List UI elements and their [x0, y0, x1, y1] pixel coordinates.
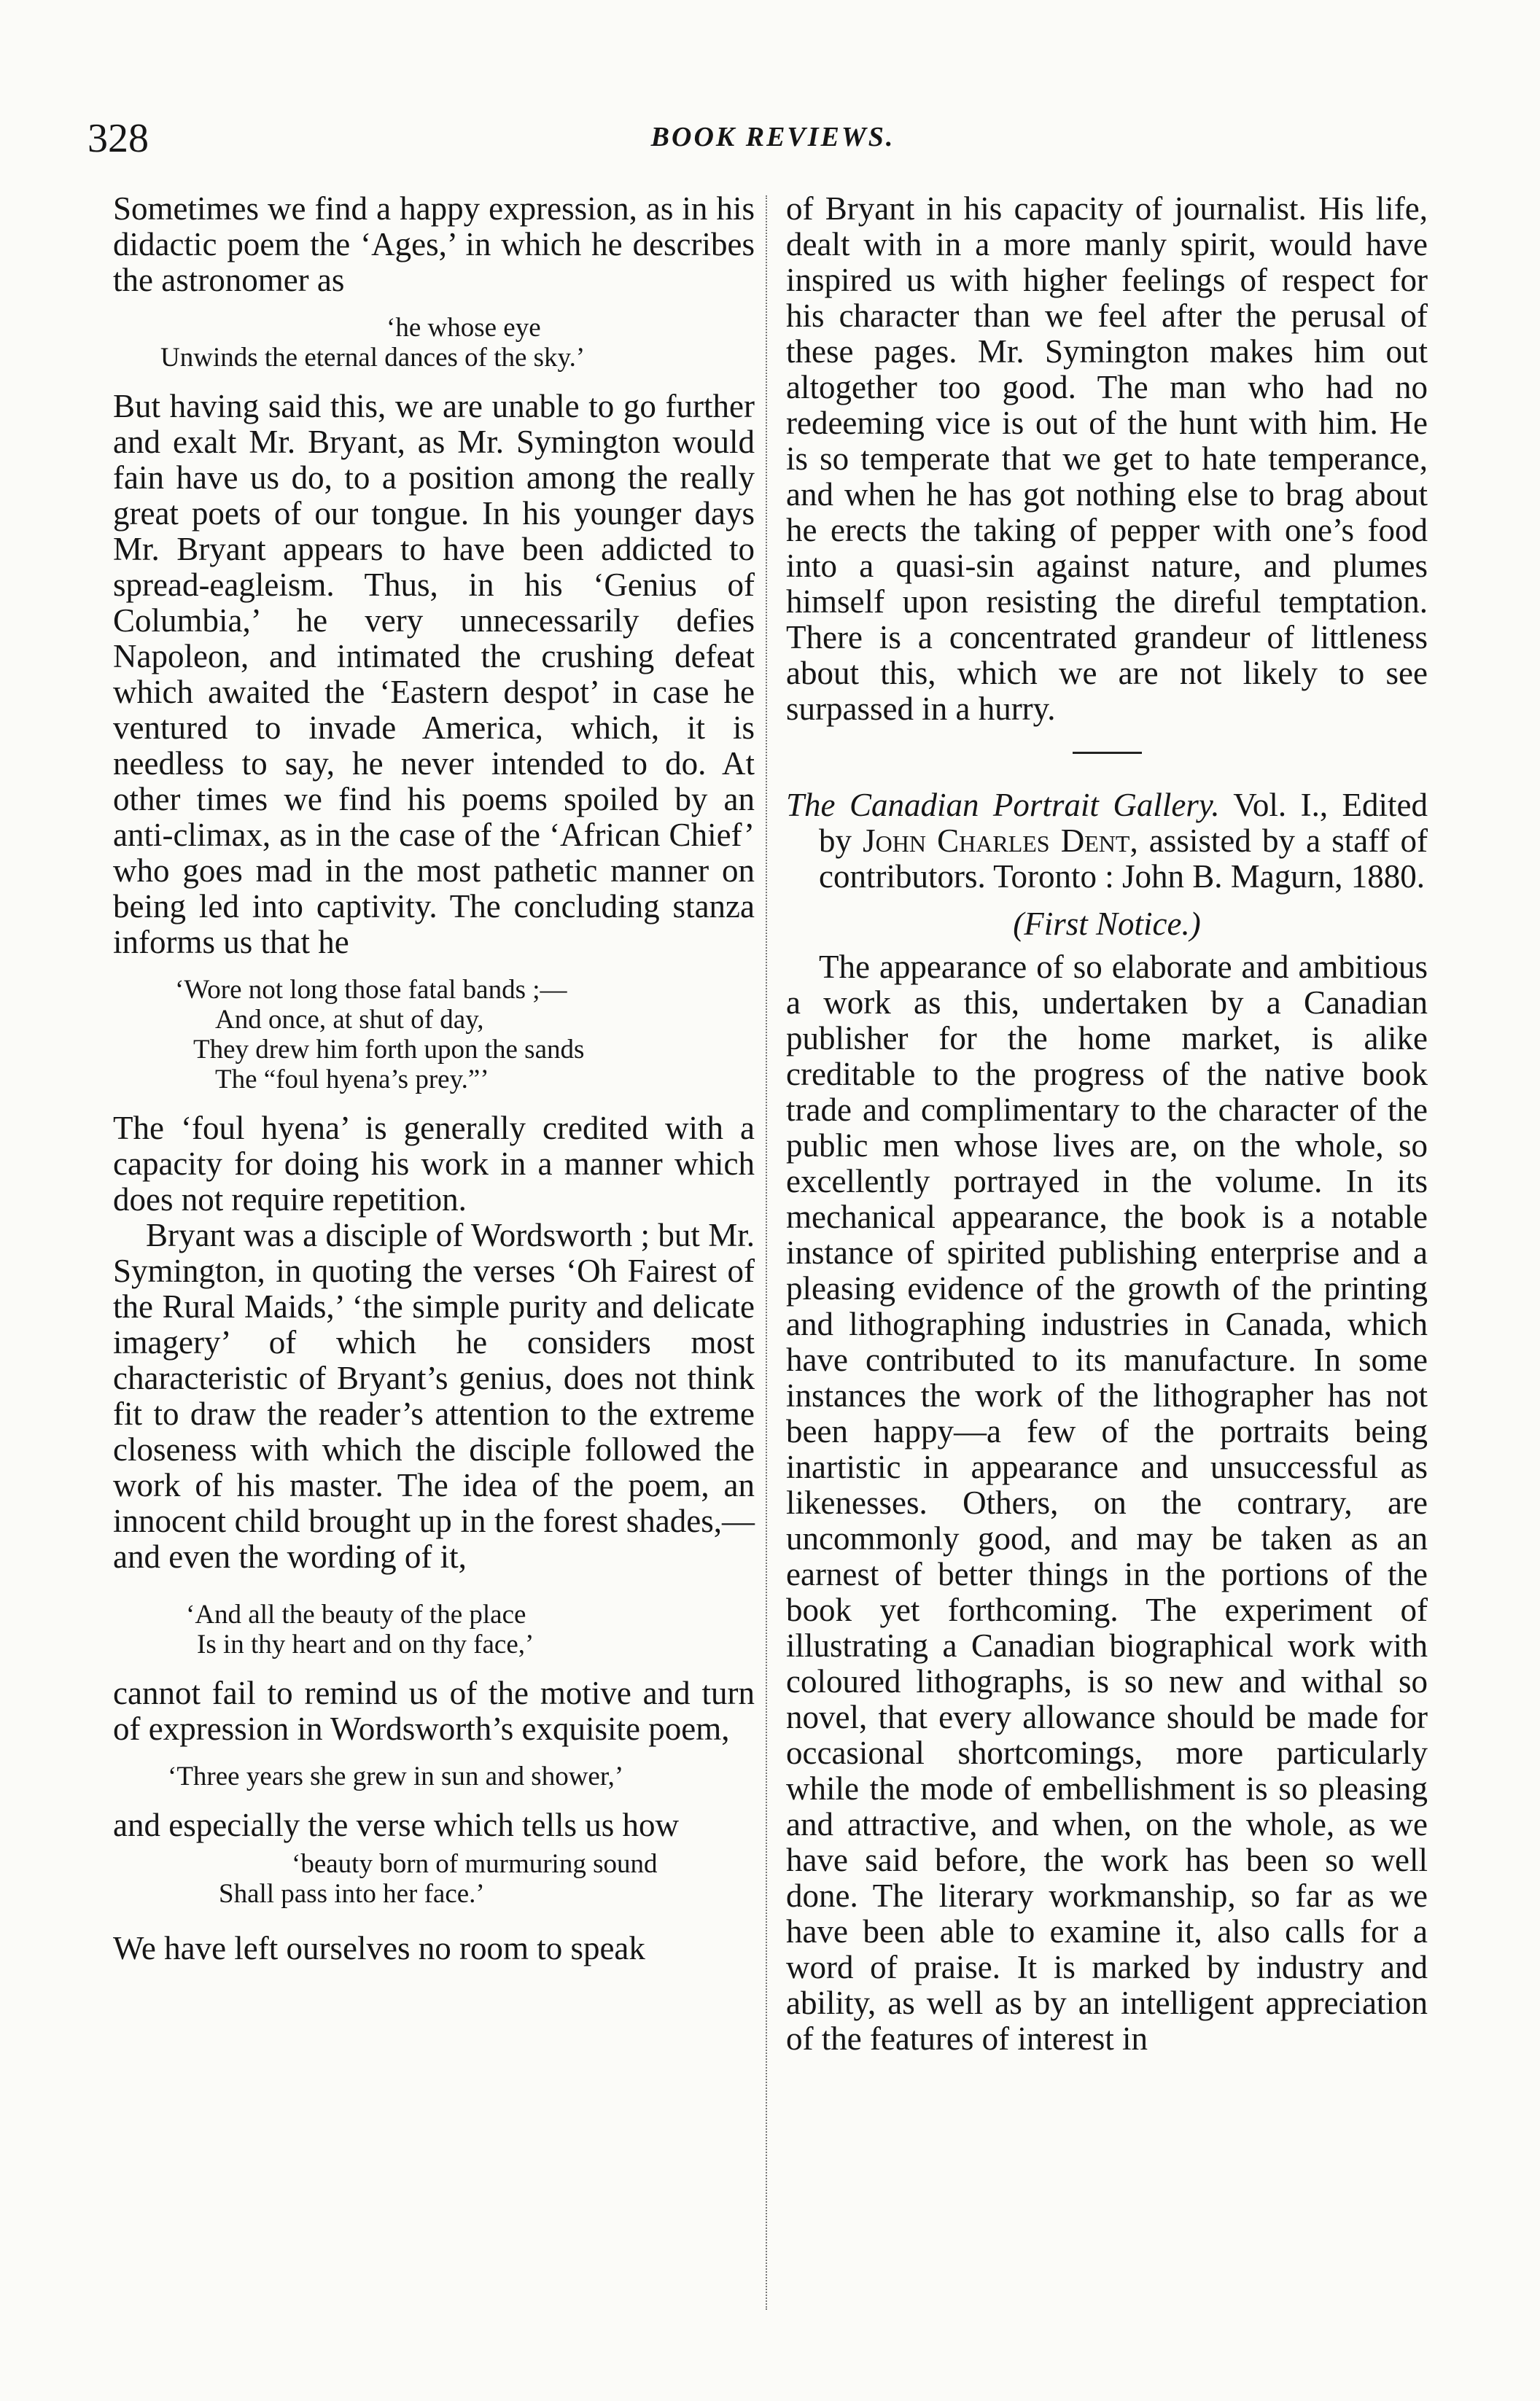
paragraph: Sometimes we find a happy expression, as in his didactic poem the ‘Ages,’ in which he describes the astronomer as [113, 190, 755, 298]
verse-line: The “foul hyena’s prey.”’ [215, 1065, 489, 1094]
paragraph: Bryant was a disciple of Wordsworth ; but Mr. Symington, in quoting the verses ‘Oh Fairest of the Rural Maids,’ ‘the simple purity and delicate imagery’ of which he considers most characteristic of Bryant’s genius, does not think fit to draw the reader’s attention to the extreme closeness with which the disciple followed the work of his master. The idea of the poem, an innocent child brought up in the forest shades,—and even the wording of it, [113, 1217, 755, 1575]
book-title: The Canadian Portrait Gallery. [786, 787, 1220, 823]
running-title: BOOK REVIEWS. [650, 122, 895, 152]
paragraph: cannot fail to remind us of the motive and turn of expression in Wordsworth’s exquisite poem, [113, 1675, 755, 1747]
verse-line: Unwinds the eternal dances of the sky.’ [160, 343, 586, 373]
section-divider [1073, 752, 1142, 754]
verse-line: ‘he whose eye [386, 313, 541, 343]
verse-line: ‘beauty born of murmuring sound [292, 1849, 658, 1879]
page-header [88, 115, 1458, 181]
paragraph: and especially the verse which tells us how [113, 1807, 680, 1843]
paragraph: But having said this, we are unable to go further and exalt Mr. Bryant, as Mr. Symington would fain have us do, to a position among the really great poets of our tongue. In his younger days Mr. Bryant appears to have been addicted to spread-eagleism. Thus, in his ‘Genius of Columbia,’ he very unnecessarily defies Napoleon, and intimated the crushing defeat which awaited the ‘Eastern despot’ in case he ventured to invade America, which, it is needless to say, he never intended to do. At other times we find his poems spoiled by an anti-climax, as in the case of the ‘African Chief’ who goes mad in the most pathetic manner on being led into captivity. The concluding stanza informs us that he [113, 388, 755, 960]
verse-line: They drew him forth upon the sands [193, 1035, 585, 1065]
verse-quote [113, 1762, 755, 1791]
verse-quote [113, 1849, 755, 1909]
paragraph: The ‘foul hyena’ is generally credited with a capacity for doing his work in a manner which does not require repetition. [113, 1110, 755, 1218]
verse-line: ‘And all the beauty of the place [186, 1600, 526, 1630]
book-editor: John Charles Dent [863, 822, 1130, 859]
notice-heading: (First Notice.) [1013, 906, 1201, 942]
paragraph: of Bryant in his capacity of journalist. His life, dealt with in a more manly spirit, would have inspired us with higher feelings of respect for his character than we feel after the perusal of these pages. Mr. Symington makes him out altogether too good. The man who had no redeeming vice is out of the hunt with him. He is so temperate that we get to hate temperance, and when he has got nothing else to brag about he erects the taking of pepper with one’s food into a quasi-sin against nature, and plumes himself upon resisting the direful temptation. There is a concentrated grandeur of littleness about this, which we are not likely to see surpassed in a hurry. [786, 190, 1428, 727]
paragraph: We have left ourselves no room to speak [113, 1930, 645, 1966]
verse-line: And once, at shut of day, [215, 1005, 484, 1035]
verse-quote [113, 975, 755, 1094]
verse-line: ‘Three years she grew in sun and shower,’ [168, 1762, 624, 1791]
right-column [786, 191, 1428, 2057]
verse-line: ‘Wore not long those fatal bands ;— [175, 975, 567, 1005]
page-number: 328 [88, 116, 149, 161]
verse-line: Is in thy heart and on thy face,’ [197, 1630, 534, 1659]
left-column [113, 191, 755, 1966]
paragraph: The appearance of so elaborate and ambitious a work as this, undertaken by a Canadian publisher for the home market, is alike creditable to the progress of the native book trade and complimentary to the character of the public men whose lives are, on the whole, so excellently portrayed in the volume. In its mechanical appearance, the book is a notable instance of spirited publishing enterprise and a pleasing evidence of the growth of the printing and lithographing industries in Canada, which have contributed to its manufacture. In some instances the work of the lithographer has not been happy—a few of the portraits being inartistic in appearance and unsuccessful as likenesses. Others, on the contrary, are uncommonly good, and may be taken as an earnest of better things in the portions of the book yet forthcoming. The experiment of illustrating a Canadian biographical work with coloured lithographs, is so new and withal so novel, that every allowance should be made for occasional shortcomings, more particularly while the mode of embellishment is so pleasing and attractive, and when, on the whole, as we have said before, the work has been so well done. The literary workmanship, so far as we have been able to examine it, also calls for a word of praise. It is marked by industry and ability, as well as by an intelligent appreciation of the features of interest in [786, 949, 1428, 2057]
book-citation: The Canadian Portrait Gallery. Vol. I., Edited by John Charles Dent, assisted by a staff of contributors. Toronto : John B. Magurn, 1880. [786, 787, 1428, 895]
verse-quote [113, 313, 755, 373]
verse-line: Shall pass into her face.’ [219, 1879, 485, 1909]
column-divider [766, 195, 769, 2310]
verse-quote [113, 1600, 755, 1659]
